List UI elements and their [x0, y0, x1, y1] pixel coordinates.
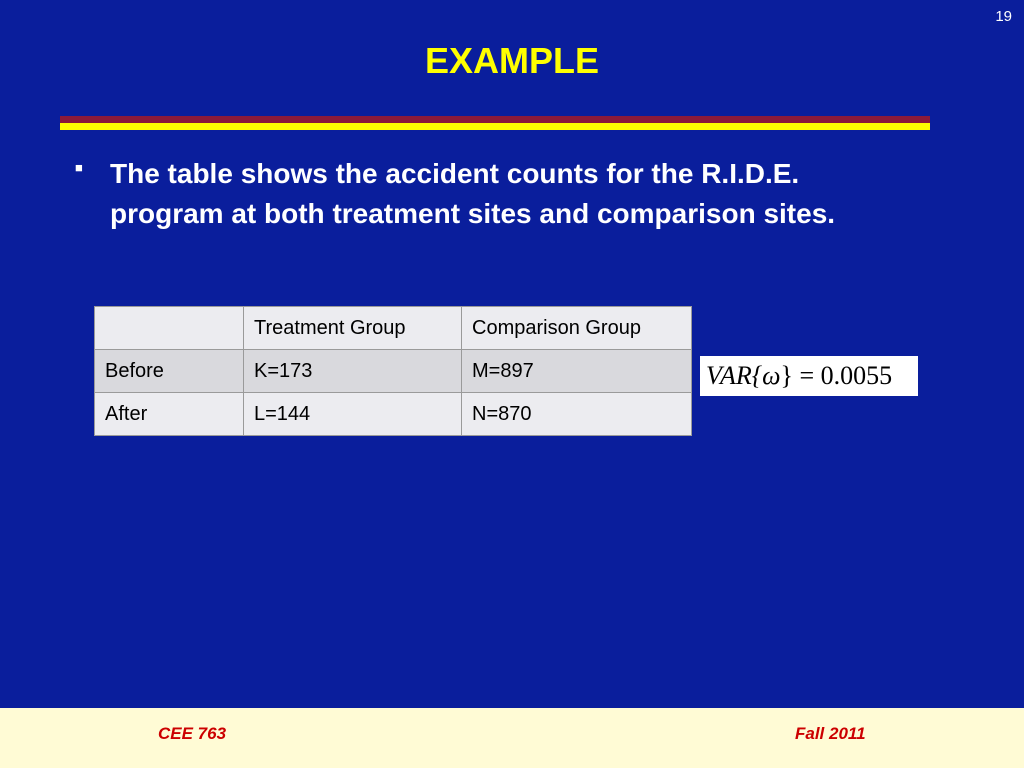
table-cell: After: [95, 393, 244, 436]
bullet-text: The table shows the accident counts for the R.I.D.E. program at both treatment sites and comparison sites.: [110, 158, 836, 229]
table-row: [95, 350, 692, 393]
variance-formula: [700, 356, 918, 396]
footer-term: Fall 2011: [795, 724, 866, 743]
table-header-row: [95, 307, 692, 350]
table-cell: L=144: [244, 393, 462, 436]
title-rule-maroon: [60, 116, 930, 123]
table-header-cell: Comparison Group: [462, 307, 692, 350]
square-bullet-icon: ■: [75, 160, 83, 175]
table-cell: Before: [95, 350, 244, 393]
table-header-cell: [95, 307, 244, 350]
table-cell: M=897: [462, 350, 692, 393]
accident-counts-table: [94, 306, 692, 436]
slide-title: EXAMPLE: [424, 40, 600, 81]
title-rule-yellow: [60, 123, 930, 130]
formula-rhs: } = 0.0055: [780, 361, 893, 390]
page-number: 19: [995, 8, 1012, 25]
table-cell: N=870: [462, 393, 692, 436]
formula-lhs: VAR{: [706, 361, 763, 390]
table-cell: K=173: [244, 350, 462, 393]
table-header-cell: Treatment Group: [244, 307, 462, 350]
formula-omega-symbol: ω: [762, 361, 781, 390]
footer-course: CEE 763: [158, 724, 227, 743]
table-row: [95, 393, 692, 436]
